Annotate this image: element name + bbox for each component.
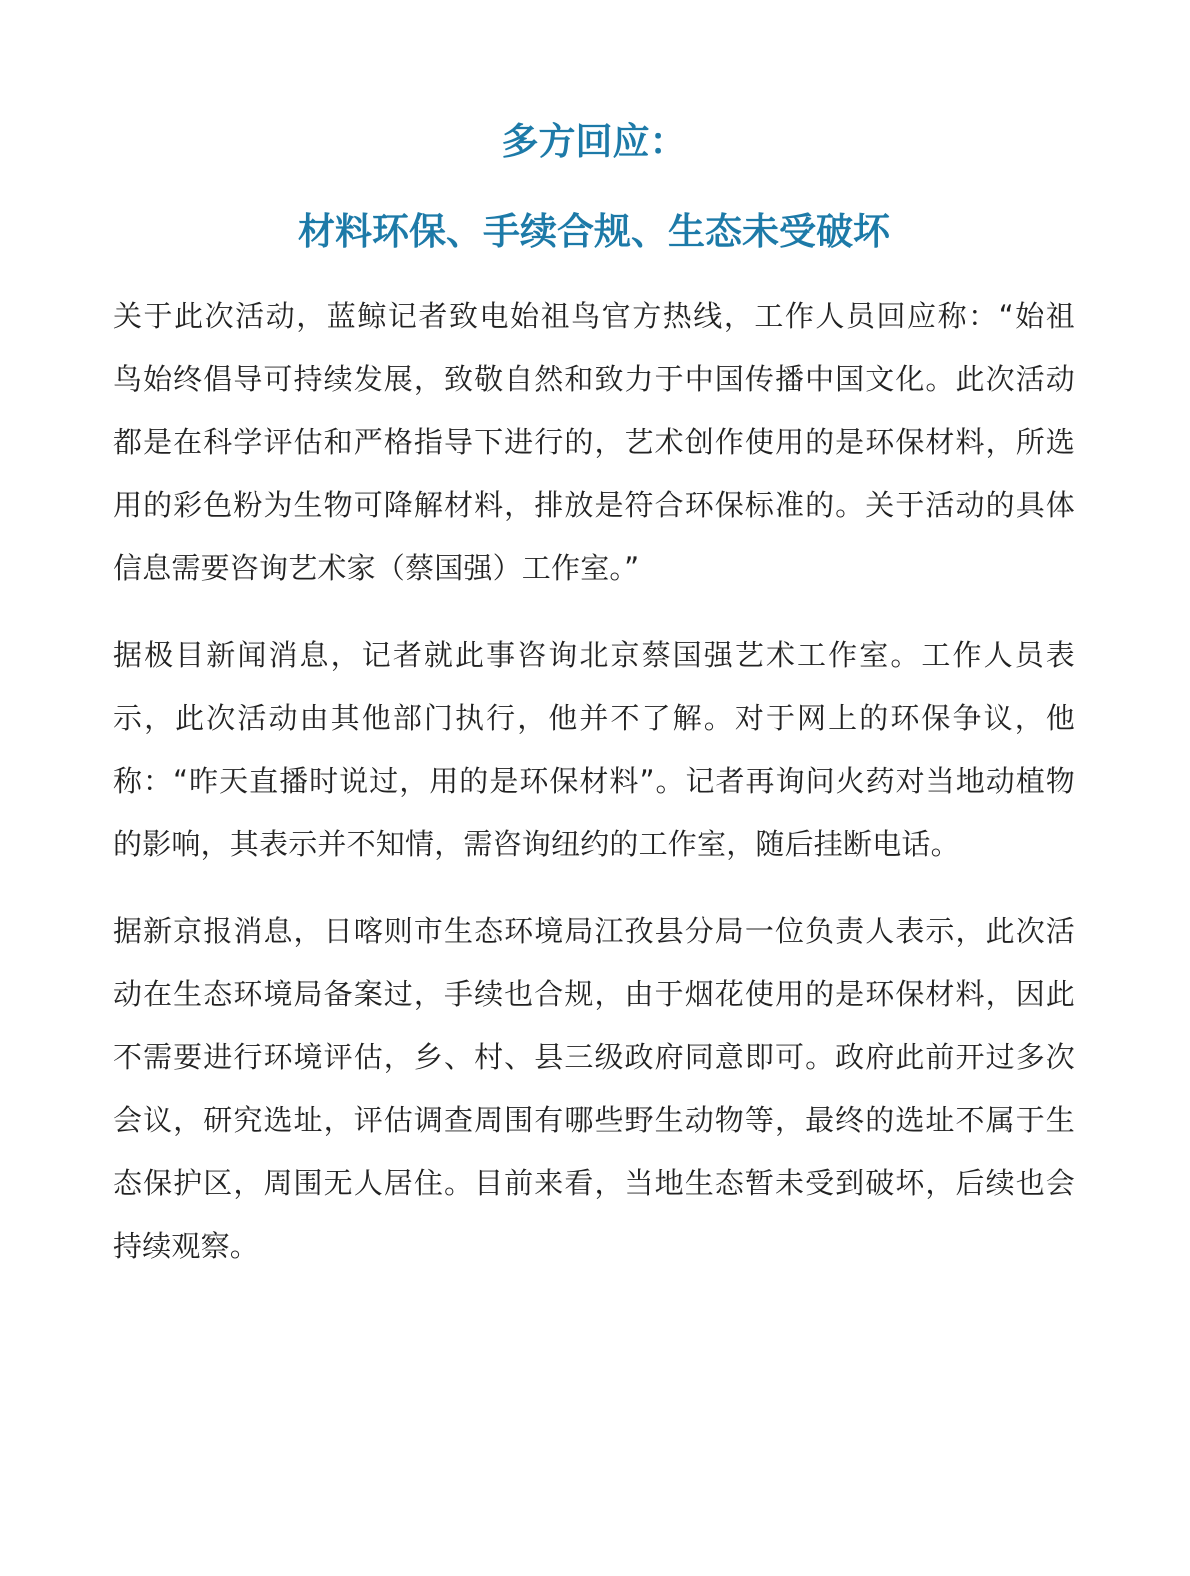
paragraph-line: 示，此次活动由其他部门执行，他并不了解。对于网上的环保争议，他 xyxy=(113,701,1075,735)
paragraph-1 xyxy=(113,285,1075,600)
paragraph-line: 不需要进行环境评估，乡、村、县三级政府同意即可。政府此前开过多次 xyxy=(113,1040,1075,1074)
article-heading-line1: 多方回应： xyxy=(501,120,687,163)
paragraph-line: 会议，研究选址，评估调查周围有哪些野生动物等，最终的选址不属于生 xyxy=(113,1103,1075,1137)
article-heading-line2: 材料环保、手续合规、生态未受破坏 xyxy=(298,210,890,253)
paragraph-line: 都是在科学评估和严格指导下进行的，艺术创作使用的是环保材料，所选 xyxy=(113,425,1075,459)
paragraph-line: 动在生态环境局备案过，手续也合规，由于烟花使用的是环保材料，因此 xyxy=(113,977,1075,1011)
paragraph-3 xyxy=(113,900,1075,1278)
paragraph-line: 据新京报消息，日喀则市生态环境局江孜县分局一位负责人表示，此次活 xyxy=(113,914,1075,948)
paragraph-line: 持续观察。 xyxy=(113,1229,260,1263)
paragraph-line: 关于此次活动，蓝鲸记者致电始祖鸟官方热线，工作人员回应称：“始祖 xyxy=(113,299,1075,333)
paragraph-line: 态保护区，周围无人居住。目前来看，当地生态暂未受到破坏，后续也会 xyxy=(113,1166,1075,1200)
paragraph-line: 据极目新闻消息，记者就此事咨询北京蔡国强艺术工作室。工作人员表 xyxy=(113,638,1075,672)
paragraph-2 xyxy=(113,624,1075,876)
article-body xyxy=(113,285,1075,1302)
paragraph-line: 称：“昨天直播时说过，用的是环保材料”。记者再询问火药对当地动植物 xyxy=(113,764,1075,798)
paragraph-line: 鸟始终倡导可持续发展，致敬自然和致力于中国传播中国文化。此次活动 xyxy=(113,362,1075,396)
paragraph-line: 的影响，其表示并不知情，需咨询纽约的工作室，随后挂断电话。 xyxy=(113,827,960,861)
paragraph-line: 用的彩色粉为生物可降解材料，排放是符合环保标准的。关于活动的具体 xyxy=(113,488,1075,522)
paragraph-line: 信息需要咨询艺术家（蔡国强）工作室。” xyxy=(113,551,640,585)
